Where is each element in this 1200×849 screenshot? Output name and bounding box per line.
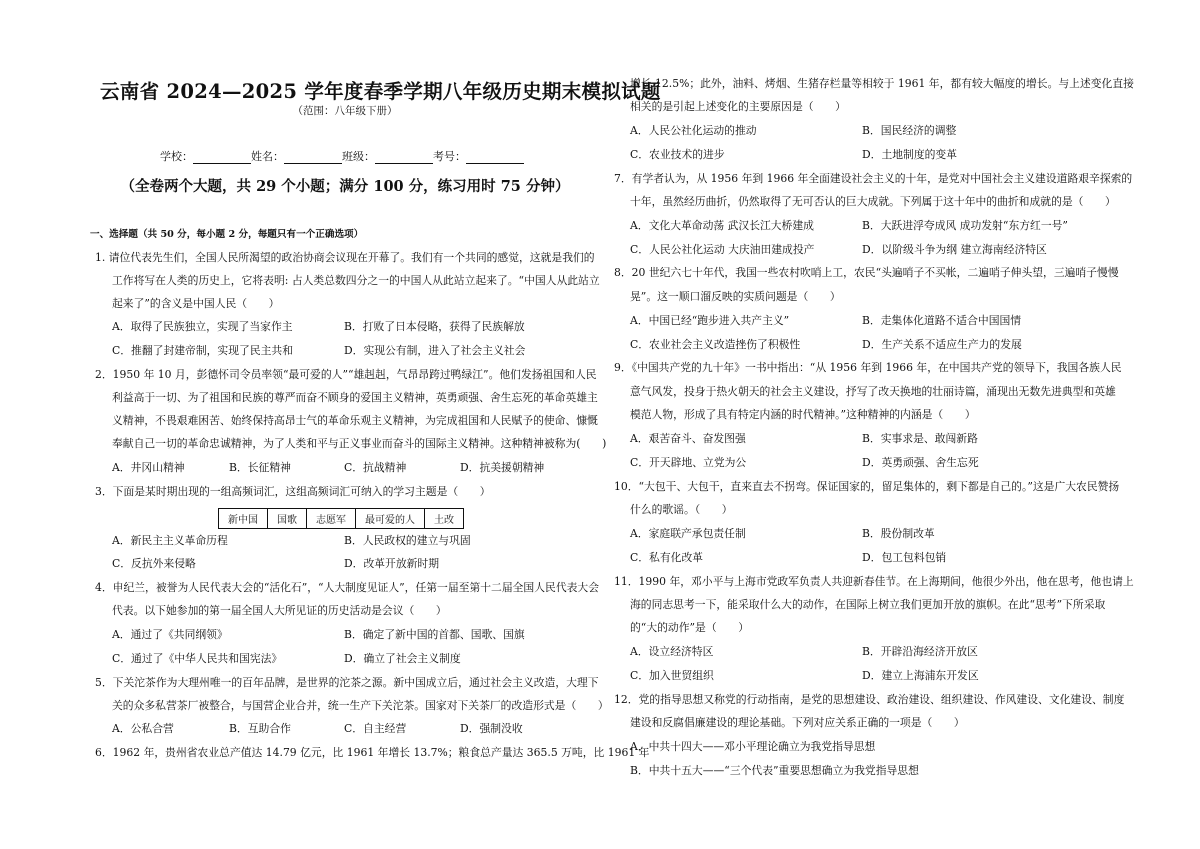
question-12-option-b[interactable]: B．中共十五大——“三个代表”重要思想确立为我党指导思想 xyxy=(630,764,919,777)
question-1-line: 工作将写在人类的历史上，它将表明: 占人类总数四分之一的中国人从此站立起来了。“中国人从此站立 xyxy=(112,274,600,287)
term-table xyxy=(218,508,464,529)
question-9-option-b[interactable]: B．实事求是、敢闯新路 xyxy=(862,432,978,445)
question-12-line: 建设和反腐倡廉建设的理论基础。下列对应关系正确的一项是（ ） xyxy=(630,716,965,729)
question-8-option-c[interactable]: C．农业社会主义改造挫伤了积极性 xyxy=(630,338,801,351)
question-12-line: 12．党的指导思想又称党的行动指南，是党的思想建设、政治建设、组织建设、作风建设、文化建设、制度 xyxy=(614,693,1125,706)
question-3-option-b[interactable]: B．人民政权的建立与巩固 xyxy=(344,534,471,547)
question-7-option-d[interactable]: D．以阶级斗争为纲 建立海南经济特区 xyxy=(862,243,1047,256)
question-6-line: 增长 12.5%；此外，油料、烤烟、生猪存栏量等相较于 1961 年，都有较大幅度的增长。与上述变化直接 xyxy=(630,77,1134,90)
question-7-line: 7．有学者认为，从 1956 年到 1966 年全面建设社会主义的十年，是党对中国社会主义建设道路艰辛探索的 xyxy=(614,172,1133,185)
number-blank[interactable] xyxy=(466,151,524,164)
question-9-option-d[interactable]: D．英勇顽强、舍生忘死 xyxy=(862,456,979,469)
question-11-line: 海的同志思考一下，能采取什么大的动作，在国际上树立我们更加开放的旗帜。在此“思考”下所采取 xyxy=(630,598,1106,611)
school-blank[interactable] xyxy=(193,151,251,164)
question-1-option-d[interactable]: D．实现公有制，进入了社会主义社会 xyxy=(344,344,526,357)
exam-notice: （全卷两个大题，共 29 个小题；满分 100 分，练习用时 75 分钟） xyxy=(120,178,570,195)
question-7-option-b[interactable]: B．大跃进浮夸成风 成功发射“东方红一号” xyxy=(862,219,1068,232)
term-cell: 土改 xyxy=(425,509,464,529)
number-label: 考号： xyxy=(433,150,466,163)
question-2-option-b[interactable]: B．长征精神 xyxy=(229,461,291,474)
question-2-line: 义精神，不畏艰难困苦、始终保持高昂士气的革命乐观主义精神，为完成祖国和人民赋予的使命、慷慨 xyxy=(112,414,598,427)
question-5-line: 5．下关沱茶作为大理州唯一的百年品牌，是世界的沱茶之源。新中国成立后，通过社会主义改造，大理下 xyxy=(95,676,599,689)
question-3-line: 3．下面是某时期出现的一组高频词汇，这组高频词汇可纳入的学习主题是（ ） xyxy=(95,485,491,498)
name-blank[interactable] xyxy=(284,151,342,164)
question-4-line: 4．申纪兰，被誉为人民代表大会的“活化石”，“人大制度见证人”，任第一届至第十二届全国人民代表大会 xyxy=(95,581,600,594)
question-12-option-a[interactable]: A．中共十四大——邓小平理论确立为我党指导思想 xyxy=(630,740,876,753)
question-11-line: 的“大的动作”是（ ） xyxy=(630,621,750,634)
term-cell: 新中国 xyxy=(219,509,268,529)
question-6-option-a[interactable]: A．人民公社化运动的推动 xyxy=(630,124,757,137)
question-8-option-a[interactable]: A．中国已经“跑步进入共产主义” xyxy=(630,314,790,327)
question-4-option-c[interactable]: C．通过了《中华人民共和国宪法》 xyxy=(112,652,283,665)
question-6-line: 6．1962 年，贵州省农业总产值达 14.79 亿元，比 1961 年增长 13.7%；粮食总产量达 365.5 万吨，比 1961 年 xyxy=(95,746,650,759)
question-8-line: 8．20 世纪六七十年代，我国一些农村吹哨上工，农民“头遍哨子不买帐，二遍哨子伸头望，三遍哨子慢慢 xyxy=(614,266,1119,279)
question-9-option-a[interactable]: A．艰苦奋斗、奋发图强 xyxy=(630,432,746,445)
question-9-line: 模范人物，形成了具有特定内涵的时代精神。”这种精神的内涵是（ ） xyxy=(630,408,976,421)
question-10-option-b[interactable]: B．股份制改革 xyxy=(862,527,935,540)
question-7-option-c[interactable]: C．人民公社化运动 大庆油田建成投产 xyxy=(630,243,815,256)
question-9-line: 意气风发，投身于热火朝天的社会主义建设，抒写了改天换地的壮丽诗篇，涌现出无数先进典型和英雄 xyxy=(630,385,1116,398)
question-8-option-d[interactable]: D．生产关系不适应生产力的发展 xyxy=(862,338,1022,351)
question-11-option-a[interactable]: A．设立经济特区 xyxy=(630,645,714,658)
class-blank[interactable] xyxy=(375,151,433,164)
name-label: 姓名： xyxy=(251,150,284,163)
question-3-option-c[interactable]: C．反抗外来侵略 xyxy=(112,557,196,570)
question-11-line: 11．1990 年，邓小平与上海市党政军负责人共迎新春佳节。在上海期间，他很少外出，他在思考，他也请上 xyxy=(614,575,1134,588)
term-cell: 最可爱的人 xyxy=(356,509,425,529)
exam-title: 云南省 2024—2025 学年度春季学期八年级历史期末模拟试题 xyxy=(100,80,661,103)
question-11-option-d[interactable]: D．建立上海浦东开发区 xyxy=(862,669,979,682)
question-5-line: 关的众多私营茶厂被整合，与国营企业合并，统一生产下关沱茶。国家对下关茶厂的改造形式是（ ） xyxy=(112,699,609,712)
question-2-option-d[interactable]: D．抗美援朝精神 xyxy=(460,461,545,474)
question-11-option-c[interactable]: C．加入世贸组织 xyxy=(630,669,714,682)
question-6-option-d[interactable]: D．土地制度的变革 xyxy=(862,148,958,161)
question-10-line: 什么的歌谣。（ ） xyxy=(630,503,733,516)
question-4-option-a[interactable]: A．通过了《共同纲领》 xyxy=(112,628,228,641)
question-4-option-b[interactable]: B．确定了新中国的首都、国歌、国旗 xyxy=(344,628,525,641)
student-info-row xyxy=(160,148,524,164)
question-5-option-d[interactable]: D．强制没收 xyxy=(460,722,523,735)
question-6-line: 相关的是引起上述变化的主要原因是（ ） xyxy=(630,100,846,113)
school-label: 学校： xyxy=(160,150,193,163)
question-3-option-a[interactable]: A．新民主主义革命历程 xyxy=(112,534,228,547)
question-4-option-d[interactable]: D．确立了社会主义制度 xyxy=(344,652,461,665)
question-10-line: 10．“大包干、大包干，直来直去不拐弯。保证国家的，留足集体的，剩下都是自己的。”这是广大农民赞扬 xyxy=(614,480,1120,493)
question-8-line: 晃”。这一顺口溜反映的实质问题是（ ） xyxy=(630,290,841,303)
question-2-line: 2．1950 年 10 月，彭德怀司令员率领“最可爱的人”“雄赳赳，气昂昂跨过鸭绿江”。他们发扬祖国和人民 xyxy=(95,368,597,381)
question-11-option-b[interactable]: B．开辟沿海经济开放区 xyxy=(862,645,978,658)
term-cell: 志愿军 xyxy=(307,509,356,529)
question-2-option-c[interactable]: C．抗战精神 xyxy=(344,461,407,474)
question-3-option-d[interactable]: D．改革开放新时期 xyxy=(344,557,440,570)
question-10-option-c[interactable]: C．私有化改革 xyxy=(630,551,704,564)
question-1-option-a[interactable]: A．取得了民族独立，实现了当家作主 xyxy=(112,320,293,333)
question-5-option-c[interactable]: C．自主经营 xyxy=(344,722,407,735)
question-1-line: 起来了”的含义是中国人民（ ） xyxy=(112,297,280,310)
question-2-option-a[interactable]: A．井冈山精神 xyxy=(112,461,185,474)
question-9-option-c[interactable]: C．开天辟地、立党为公 xyxy=(630,456,747,469)
question-7-line: 十年，虽然经历曲折，仍然取得了无可否认的巨大成就。下列属于这十年中的曲折和成就的是（ ） xyxy=(630,195,1116,208)
question-9-line: 9．《中国共产党的九十年》一书中指出：“从 1956 年到 1966 年，在中国共产党的领导下，我国各族人民 xyxy=(614,361,1122,374)
question-10-option-a[interactable]: A．家庭联产承包责任制 xyxy=(630,527,746,540)
question-7-option-a[interactable]: A．文化大革命动荡 武汉长江大桥建成 xyxy=(630,219,814,232)
question-6-option-c[interactable]: C．农业技术的进步 xyxy=(630,148,725,161)
question-1-line: 1. 请位代表先生们，全国人民所渴望的政治协商会议现在开幕了。我们有一个共同的感觉，这就是我们的 xyxy=(95,251,595,264)
question-1-option-c[interactable]: C．推翻了封建帝制，实现了民主共和 xyxy=(112,344,294,357)
question-6-option-b[interactable]: B．国民经济的调整 xyxy=(862,124,957,137)
question-1-option-b[interactable]: B．打败了日本侵略，获得了民族解放 xyxy=(344,320,525,333)
question-10-option-d[interactable]: D．包工包料包销 xyxy=(862,551,947,564)
question-2-line: 利益高于一切、为了祖国和民族的尊严而奋不顾身的爱国主义精神，英勇顽强、舍生忘死的革命英雄主 xyxy=(112,391,598,404)
question-8-option-b[interactable]: B．走集体化道路不适合中国国情 xyxy=(862,314,1022,327)
question-5-option-a[interactable]: A．公私合营 xyxy=(112,722,174,735)
section-heading: 一、选择题（共 50 分，每小题 2 分，每题只有一个正确选项） xyxy=(90,229,364,240)
question-2-line: 奉献自己一切的革命忠诚精神，为了人类和平与正义事业而奋斗的国际主义精神。这种精神被称为( ) xyxy=(112,437,607,450)
class-label: 班级： xyxy=(342,150,375,163)
question-4-line: 代表。以下她参加的第一届全国人大所见证的历史活动是会议（ ） xyxy=(112,604,447,617)
term-cell: 国歌 xyxy=(268,509,307,529)
exam-scope: （范围：八年级下册） xyxy=(292,105,398,117)
question-5-option-b[interactable]: B．互助合作 xyxy=(229,722,291,735)
